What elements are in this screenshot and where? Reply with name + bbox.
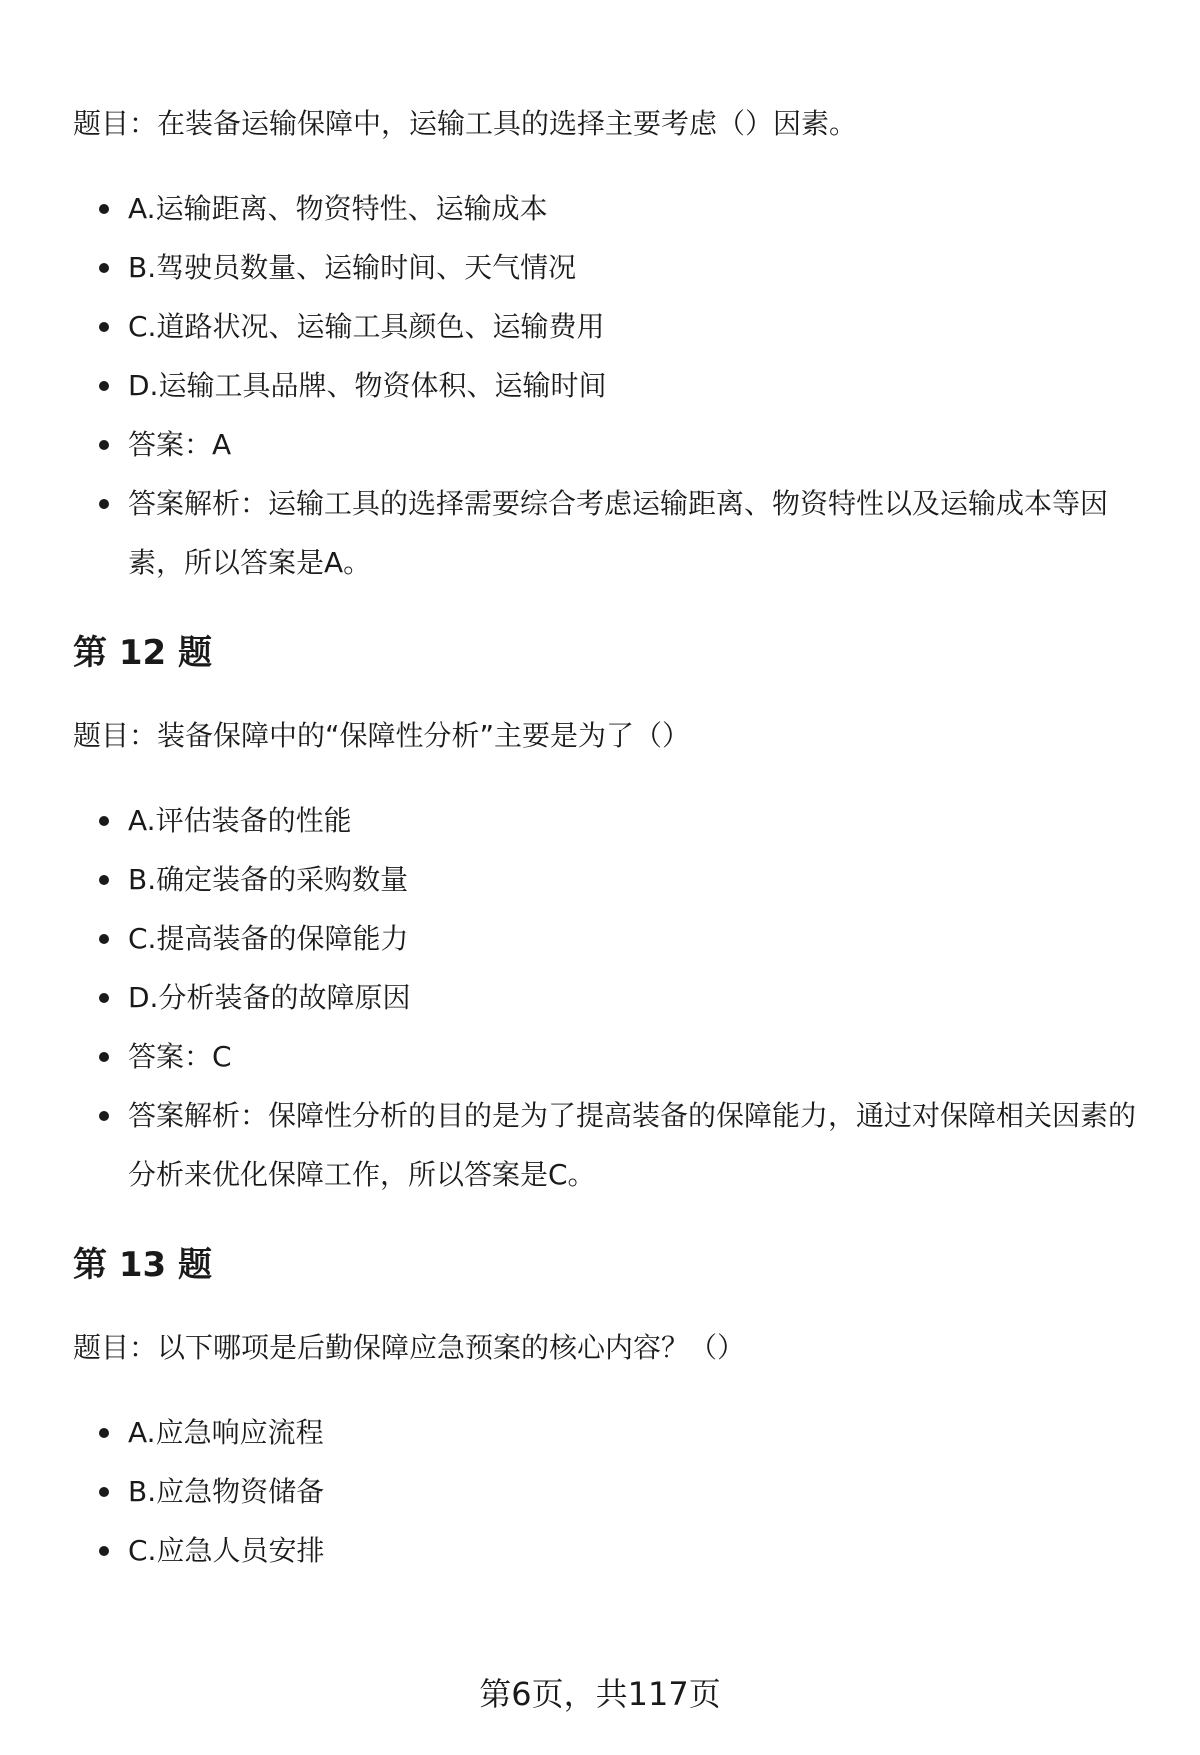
bullet — [99, 875, 109, 885]
q12-option-c — [73, 909, 1153, 968]
q13-options — [73, 1403, 1153, 1580]
option-text: B.确定装备的采购数量 — [128, 863, 409, 896]
q12-prompt: 题目：装备保障中的“保障性分析”主要是为了（） — [73, 719, 691, 752]
q12-analysis — [73, 1086, 1153, 1204]
analysis-text: 答案解析：运输工具的选择需要综合考虑运输距离、物资特性以及运输成本等因素，所以答案是A。 — [128, 487, 1109, 579]
q12-options — [73, 791, 1153, 1204]
q13-option-b — [73, 1462, 1153, 1521]
option-text: D.分析装备的故障原因 — [128, 981, 411, 1014]
answer-text: 答案：C — [128, 1040, 232, 1073]
bullet — [99, 499, 109, 509]
option-text: C.应急人员安排 — [128, 1534, 325, 1567]
q11-option-a — [73, 179, 1153, 238]
answer-text: 答案：A — [128, 428, 232, 461]
bullet — [99, 204, 109, 214]
q12-heading: 第 12 题 — [73, 633, 212, 673]
bullet — [99, 1487, 109, 1497]
q11-analysis — [73, 474, 1153, 592]
option-text: D.运输工具品牌、物资体积、运输时间 — [128, 369, 607, 402]
bullet — [99, 816, 109, 826]
bullet — [99, 1111, 109, 1121]
page-number-footer: 第6页，共117页 — [479, 1675, 721, 1713]
bullet — [99, 1052, 109, 1062]
q11-option-c — [73, 297, 1153, 356]
q11-answer — [73, 415, 1153, 474]
q13-option-c — [73, 1521, 1153, 1580]
bullet — [99, 322, 109, 332]
analysis-text: 答案解析：保障性分析的目的是为了提高装备的保障能力，通过对保障相关因素的分析来优化保障工作，所以答案是C。 — [128, 1099, 1137, 1191]
option-text: C.道路状况、运输工具颜色、运输费用 — [128, 310, 605, 343]
q13-heading: 第 13 题 — [73, 1245, 212, 1285]
option-text: A.评估装备的性能 — [128, 804, 352, 837]
q11-prompt: 题目：在装备运输保障中，运输工具的选择主要考虑（）因素。 — [73, 107, 858, 140]
bullet — [99, 1546, 109, 1556]
option-text: A.运输距离、物资特性、运输成本 — [128, 192, 548, 225]
q11-options — [73, 179, 1153, 592]
bullet — [99, 1428, 109, 1438]
q12-option-a — [73, 791, 1153, 850]
option-text: B.应急物资储备 — [128, 1475, 325, 1508]
q12-option-b — [73, 850, 1153, 909]
q11-option-b — [73, 238, 1153, 297]
option-text: C.提高装备的保障能力 — [128, 922, 409, 955]
bullet — [99, 993, 109, 1003]
q13-option-a — [73, 1403, 1153, 1462]
bullet — [99, 263, 109, 273]
bullet — [99, 934, 109, 944]
bullet — [99, 381, 109, 391]
bullet — [99, 440, 109, 450]
option-text: A.应急响应流程 — [128, 1416, 324, 1449]
q13-prompt: 题目：以下哪项是后勤保障应急预案的核心内容？（） — [73, 1331, 746, 1364]
page-content — [73, 104, 1153, 1580]
q12-option-d — [73, 968, 1153, 1027]
q11-option-d — [73, 356, 1153, 415]
option-text: B.驾驶员数量、运输时间、天气情况 — [128, 251, 577, 284]
q12-answer — [73, 1027, 1153, 1086]
